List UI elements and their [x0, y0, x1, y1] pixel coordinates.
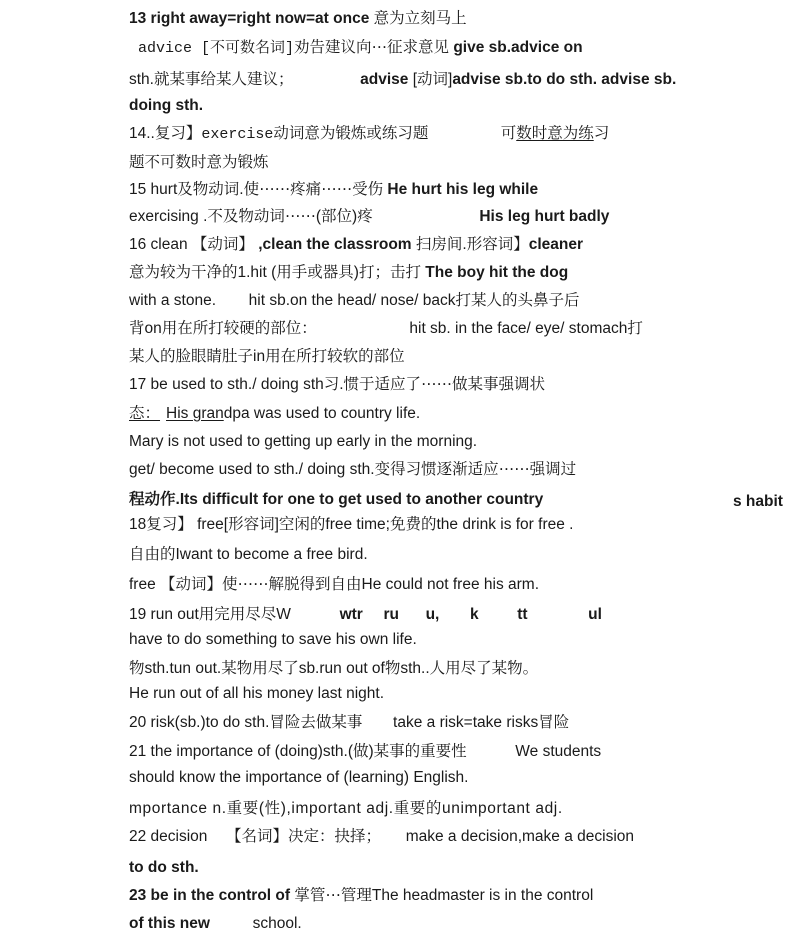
line-difficult	[129, 490, 543, 510]
word: 16 clean	[129, 236, 188, 253]
meaning: 某人的脸眼睛肚子in用在所打较软的部位	[129, 348, 405, 365]
example: school.	[252, 915, 302, 932]
meaning: 意为较为干净的1.hit	[129, 264, 267, 281]
word: advise	[360, 71, 409, 88]
line-mary	[129, 432, 477, 452]
meaning: (用手或器具)打；击打	[271, 264, 421, 281]
line-free-verb	[129, 575, 539, 595]
meaning: 掌管⋯管理The headmaster is in the control	[294, 887, 594, 904]
word: 22 decision	[129, 828, 208, 845]
line-21-importance	[129, 742, 601, 762]
line-18-free	[129, 515, 573, 535]
phrase: doing sth.	[129, 97, 204, 114]
example: We students	[515, 743, 602, 760]
line-hit-on	[129, 319, 643, 339]
line-14-cont	[129, 153, 269, 173]
line-save-life	[129, 630, 417, 650]
line-20-risk	[129, 713, 569, 733]
pos: 【动词】	[191, 236, 254, 253]
fragment: ul	[588, 606, 602, 623]
phrase: 21 the importance of (doing)sth.(做)某事的重要性	[129, 743, 467, 760]
example: Mary is not used to getting up early in the morning.	[129, 433, 478, 450]
example: should know the importance of (learning) English.	[129, 769, 469, 786]
phrase: hit sb.on the head/ nose/ back打某人的头鼻子后	[248, 292, 580, 309]
example: with a stone.	[129, 292, 217, 309]
phrase: 17 be used to sth./ doing sth习.惯于适应了⋯⋯做某事强调状	[129, 376, 546, 393]
meaning-part: 可	[500, 125, 517, 142]
line-money	[129, 684, 384, 704]
line-get-used-to	[129, 460, 576, 480]
meaning: 及物动词.使⋯⋯疼痛⋯⋯受伤	[177, 181, 384, 198]
fragment: ru	[383, 606, 399, 623]
meaning: 劝告建议向⋯征求意见	[294, 39, 450, 56]
line-16-clean	[129, 235, 583, 255]
line-hit	[129, 263, 568, 283]
example: have to do something to save his own life.	[129, 631, 417, 648]
line-19-run-out	[129, 605, 602, 625]
phrase: 19 run out用完用尽尽W	[129, 606, 291, 623]
line-13-right-away	[129, 9, 467, 29]
phrase: 13 right away=right now=at once	[129, 10, 370, 27]
meaning: sth.就某事给某人建议；	[129, 71, 294, 88]
meaning: 【动词】使⋯⋯解脱得到自由He could not free his arm.	[160, 576, 540, 593]
phrase: hit sb. in the face/ eye/ stomach打	[409, 320, 643, 337]
meaning: 动词意为锻炼或练习题	[273, 125, 429, 142]
example: 自由的Iwant to become a free bird.	[129, 546, 368, 563]
line-to-do-sth	[129, 858, 199, 878]
example: s habit	[733, 493, 783, 510]
meaning: 扫房间.形容词】	[415, 236, 529, 253]
word: 15 hurt	[129, 181, 178, 198]
line-15-cont	[129, 207, 609, 227]
example: The boy hit the dog	[425, 264, 569, 281]
meaning: 题不可数时意为锻炼	[129, 154, 269, 171]
pos: [动词]	[412, 71, 453, 88]
line-free-bird	[129, 545, 368, 565]
phrase: 20 risk(sb.)to do sth.冒险去做某事	[129, 714, 363, 731]
heading: 18复习】	[129, 516, 193, 533]
word: cleaner	[528, 236, 584, 253]
phrase: make a decision,make a decision	[405, 828, 635, 845]
line-22-decision	[129, 827, 634, 847]
word: advice [不可数名词]	[138, 40, 295, 57]
heading: 14..复习】	[129, 125, 202, 142]
phrase: take a risk=take risks冒险	[393, 714, 570, 731]
phrase: give sb.advice on	[453, 39, 583, 56]
meaning-part: 习	[593, 125, 610, 142]
line-17-example	[129, 404, 420, 424]
meaning-underlined: 数时意为练	[516, 125, 594, 142]
line-23-control	[129, 886, 593, 906]
line-should-know	[129, 768, 468, 788]
example: Its difficult for one to get used to another country	[179, 491, 544, 508]
example: He run out of all his money last night.	[129, 685, 385, 702]
fragment: k	[469, 606, 479, 623]
word: free	[129, 576, 156, 593]
meaning: 背on用在所打较硬的部位：	[129, 320, 317, 337]
phrase: mportance n.重要(性),important adj.重要的unimportant adj.	[129, 800, 563, 817]
phrase: 物sth.tun out.某物用尽了sb.run out of物sth..人用尽了某物。	[129, 660, 539, 677]
line-advise	[129, 70, 676, 90]
fragment: wtr	[339, 606, 363, 623]
line-doing-sth	[129, 96, 203, 116]
example: He hurt his leg while	[387, 181, 539, 198]
meaning: 程动作.	[129, 491, 180, 508]
meaning: free[形容词]空闲的free time;免费的the drink is for free .	[197, 516, 574, 533]
line-run-out-of	[129, 659, 538, 679]
line-14-exercise	[129, 124, 609, 145]
phrase: get/ become used to sth./ doing sth.变得习惯逐渐适应⋯⋯强调过	[129, 461, 577, 478]
fragment: u,	[425, 606, 440, 623]
word: exercise	[201, 126, 274, 143]
example: of this new	[129, 915, 210, 932]
line-new-school	[129, 914, 302, 934]
line-15-hurt	[129, 180, 538, 200]
phrase: 23 be in the control of	[129, 887, 291, 904]
phrase: ,clean the classroom	[258, 236, 412, 253]
meaning: 意为立刻马上	[373, 10, 467, 27]
example: dpa was used to country life.	[223, 405, 421, 422]
line-hit-example	[129, 291, 579, 311]
meaning: 【名词】决定：抉择；	[226, 828, 382, 845]
phrase: advise sb.to do sth. advise sb.	[452, 71, 677, 88]
example: His leg hurt badly	[479, 208, 610, 225]
line-importance-n	[129, 799, 563, 819]
example-underlined: His gran	[166, 405, 224, 422]
fragment: tt	[517, 606, 528, 623]
meaning-underlined: 态：	[129, 405, 161, 422]
line-17-used-to	[129, 375, 545, 395]
line-hit-in	[129, 347, 405, 367]
phrase: to do sth.	[129, 859, 199, 876]
line-habit	[733, 492, 783, 512]
meaning: exercising .不及物动词⋯⋯(部位)疼	[129, 208, 373, 225]
line-advice	[138, 38, 583, 59]
